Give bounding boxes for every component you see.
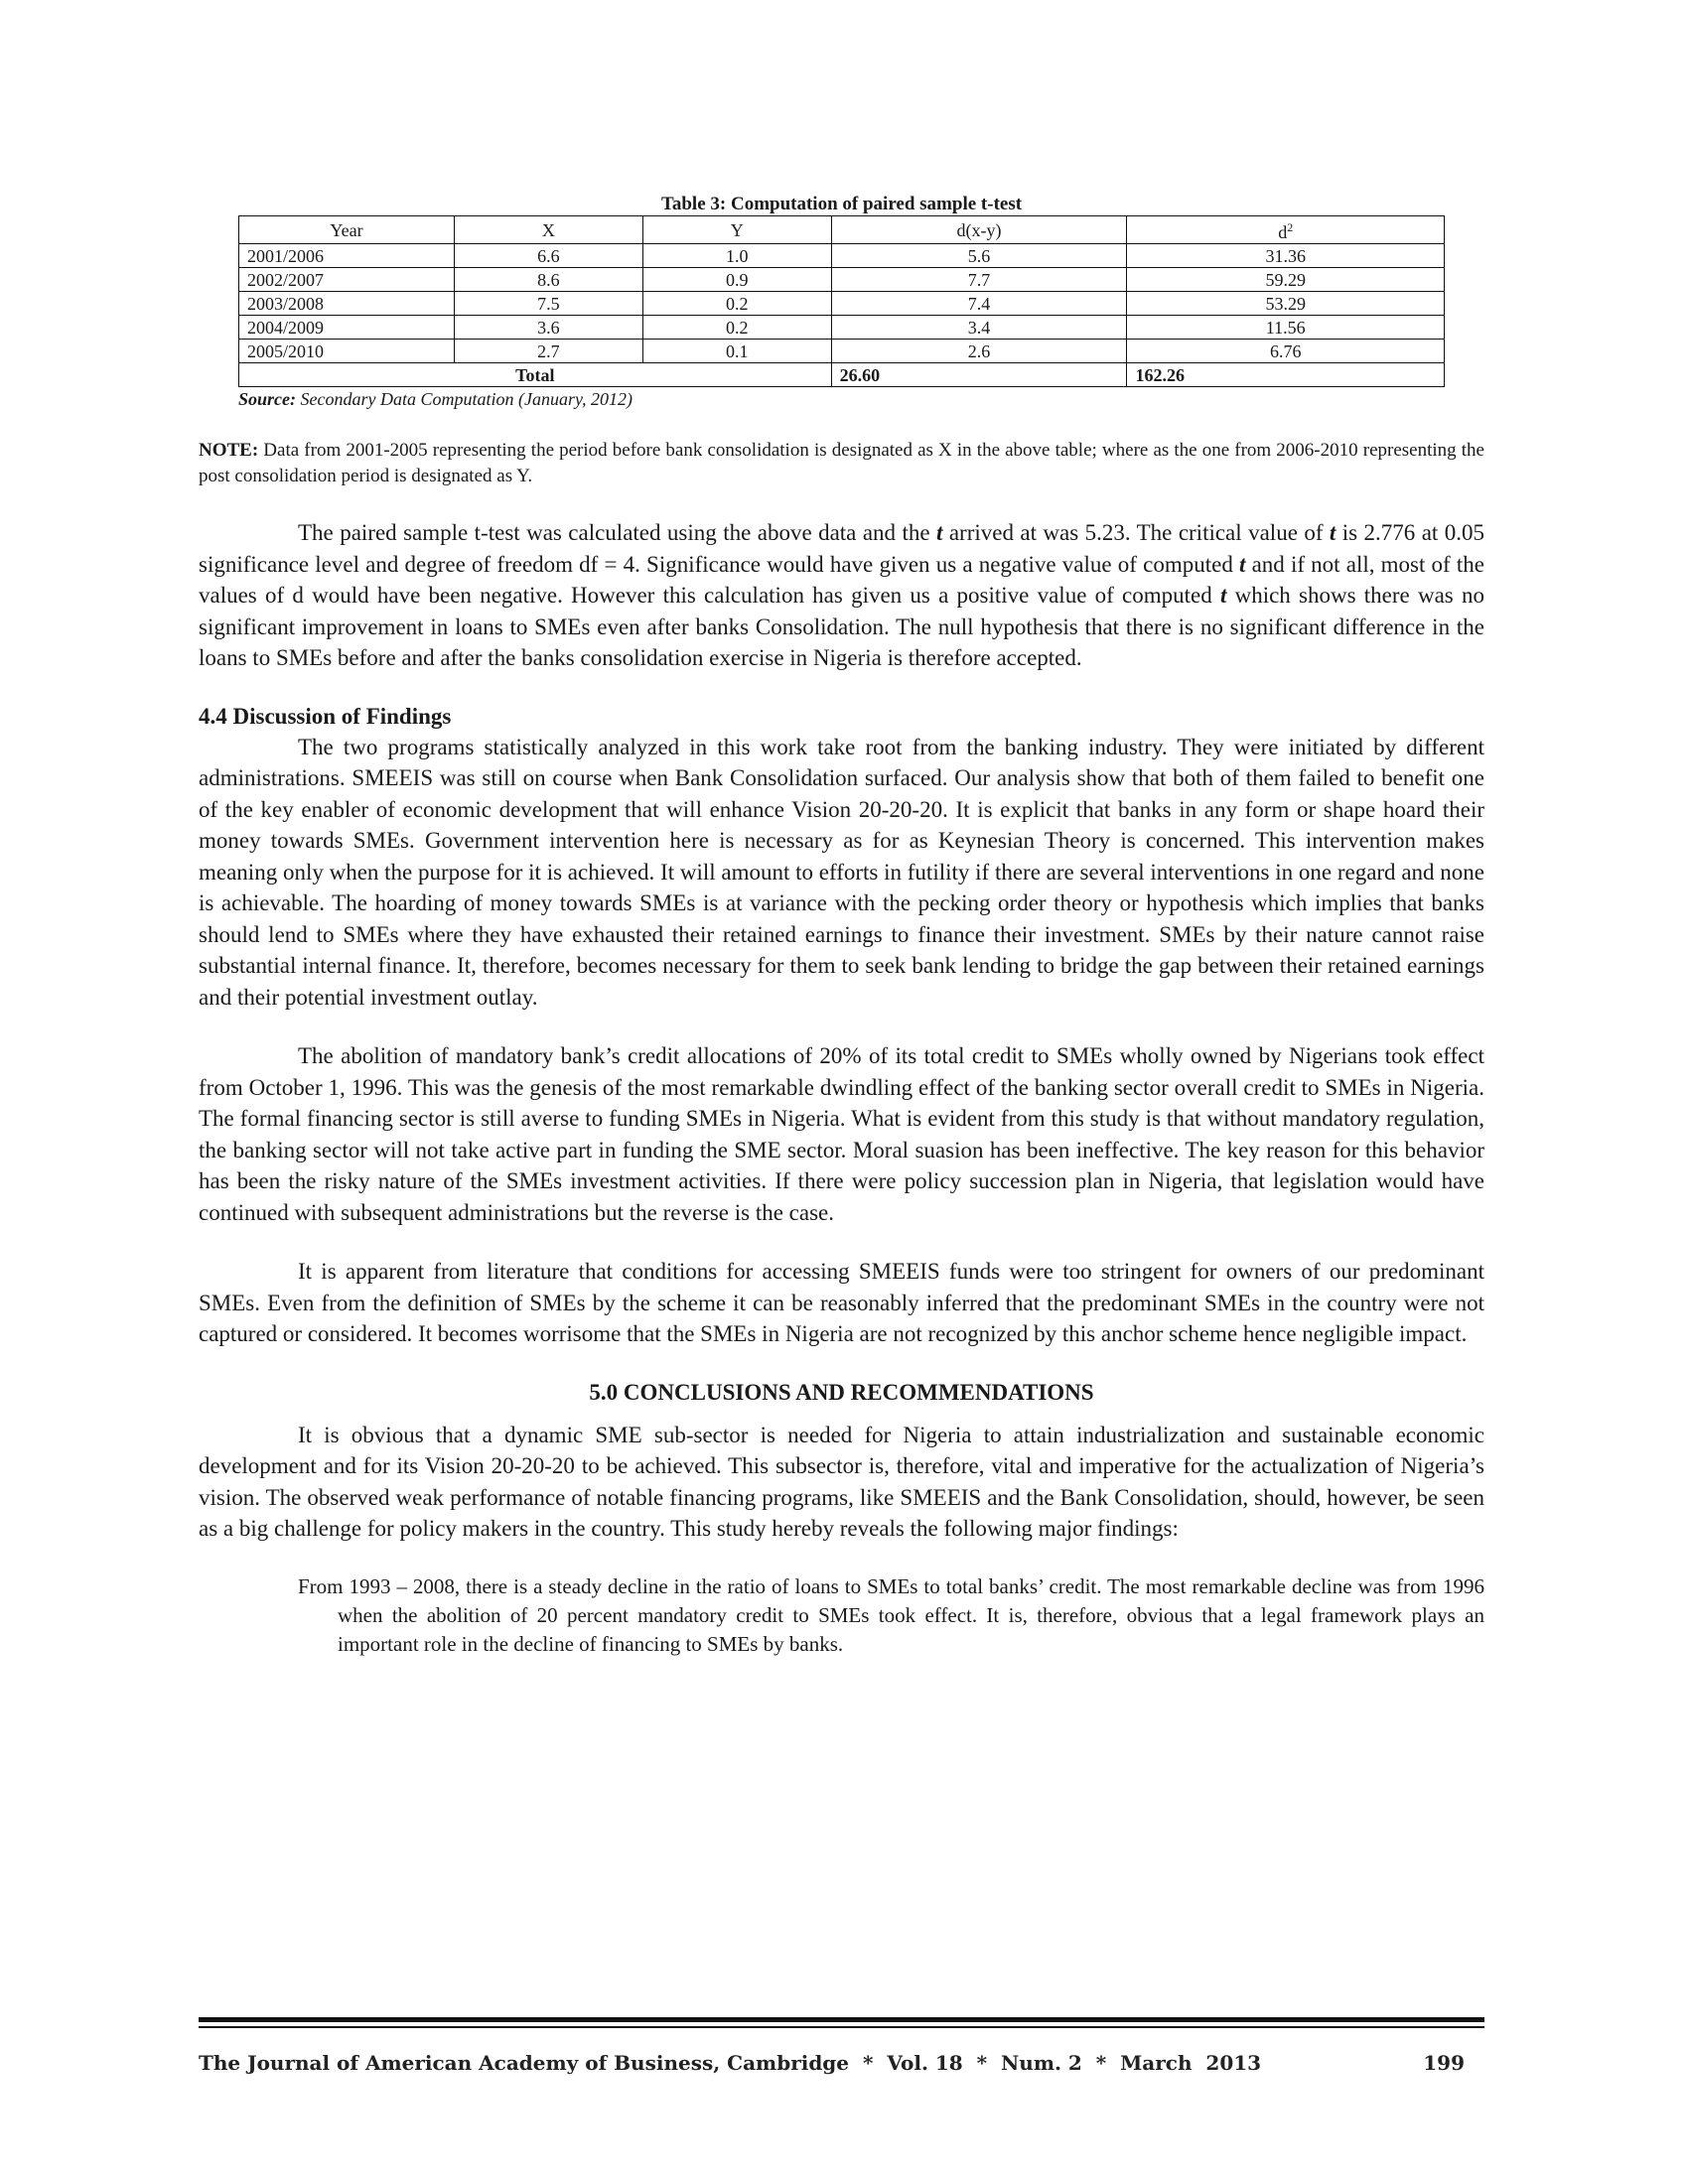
cell-y: 0.9 xyxy=(642,268,831,292)
d2-exponent: 2 xyxy=(1287,220,1294,234)
cell-year: 2004/2009 xyxy=(239,316,455,340)
cell-year: 2002/2007 xyxy=(239,268,455,292)
total-d: 26.60 xyxy=(831,363,1127,387)
discussion-paragraph-3: It is apparent from literature that conditions for accessing SMEEIS funds were too stringent for owners of our predominant SMEs. Even from the definition of SMEs by the scheme it can be reasonably inferred that the predominant SMEs in the country were not captured or considered. It becomes worrisome that the SMEs in Nigeria are not recognized by this anchor scheme hence negligible impact. xyxy=(199,1259,1484,1346)
table-source xyxy=(238,389,1484,410)
cell-year: 2001/2006 xyxy=(239,244,455,268)
cell-d: 5.6 xyxy=(831,244,1127,268)
cell-d: 2.6 xyxy=(831,340,1127,363)
table-note xyxy=(199,438,1484,489)
col-header-d2 xyxy=(1127,216,1445,244)
cell-year: 2003/2008 xyxy=(239,292,455,316)
cell-x: 6.6 xyxy=(455,244,643,268)
table-row xyxy=(239,244,1445,268)
cell-year: 2005/2010 xyxy=(239,340,455,363)
table-total-row xyxy=(239,363,1445,387)
col-header-year: Year xyxy=(239,216,455,244)
page-content xyxy=(199,194,1484,1659)
journal-citation: The Journal of American Academy of Business, Cambridge * Vol. 18 * Num. 2 * March 2013 xyxy=(199,2051,1262,2075)
t-test-paragraph xyxy=(199,517,1484,674)
cell-d: 3.4 xyxy=(831,316,1127,340)
conclusions-paragraph: It is obvious that a dynamic SME sub-sector is needed for Nigeria to attain industrialization and sustainable economic development and for its Vision 20-20-20 to be achieved. This subsector is, therefore, vital and imperative for the actualization of Nigeria’s vision. The observed weak performance of notable financing programs, like SMEEIS and the Bank Consolidation, should, however, be seen as a big challenge for policy makers in the country. This study hereby reveals the following major findings: xyxy=(199,1422,1484,1541)
discussion-paragraph-2: The abolition of mandatory bank’s credit allocations of 20% of its total credit to SMEs wholly owned by Nigerians took effect from October 1, 1996. This was the genesis of the most remarkable dwindling effect of the banking sector overall credit to SMEs in Nigeria. The formal financing sector is still averse to funding SMEs in Nigeria. What is evident from this study is that without mandatory regulation, the banking sector will not take active part in funding the SME sector. Moral suasion has been ineffective. The key reason for this behavior has been the risky nature of the SMEs investment activities. If there were policy succession plan in Nigeria, that legislation would have continued with subsequent administrations but the reverse is the case. xyxy=(199,1043,1484,1225)
t-symbol: t xyxy=(1329,520,1336,545)
cell-x: 3.6 xyxy=(455,316,643,340)
cell-d2: 59.29 xyxy=(1127,268,1445,292)
source-label: Source: xyxy=(238,389,296,409)
note-label: NOTE: xyxy=(199,440,259,461)
section-heading-5-0: 5.0 CONCLUSIONS AND RECOMMENDATIONS xyxy=(589,1379,1094,1405)
discussion-paragraph-1: The two programs statistically analyzed in this work take root from the banking industry. They were initiated by different administrations. SMEEIS was still on course when Bank Consolidation surfaced. Our analysis show that both of them failed to benefit one of the key enabler of economic development that will enhance Vision 20-20-20. It is explicit that banks in any form or shape hoard their money towards SMEs. Government intervention here is necessary as for as Keynesian Theory is concerned. This intervention makes meaning only when the purpose for it is achieved. It will amount to efforts in futility if there are several interventions in one regard and none is achievable. The hoarding of money towards SMEs is at variance with the pecking order theory or hypothesis which implies that banks should lend to SMEs where they have exhausted their retained earnings to finance their investment. SMEs by their nature cannot raise substantial internal finance. It, therefore, becomes necessary for them to seek bank lending to bridge the gap between their retained earnings and their potential investment outlay. xyxy=(199,734,1484,1010)
table-row xyxy=(239,268,1445,292)
text-run: which shows there was no significant improvement in loans to SMEs even after banks Consolidation. The null hypothesis that there is no significant difference in the loans to SMEs before and after the banks consolidation exercise in Nigeria is therefore accepted. xyxy=(199,583,1484,670)
cell-x: 8.6 xyxy=(455,268,643,292)
text-run: is 2.776 at 0.05 significance level and degree of freedom df = 4. Significance would have given us a negative value of computed xyxy=(199,520,1484,577)
cell-d2: 11.56 xyxy=(1127,316,1445,340)
cell-d2: 53.29 xyxy=(1127,292,1445,316)
total-label: Total xyxy=(239,363,832,387)
cell-y: 0.1 xyxy=(642,340,831,363)
page-footer xyxy=(199,2051,1484,2075)
col-header-d: d(x-y) xyxy=(831,216,1127,244)
table-header-row xyxy=(239,216,1445,244)
table-row xyxy=(239,340,1445,363)
page-number: 199 xyxy=(1423,2051,1465,2075)
table-title: Table 3: Computation of paired sample t-test xyxy=(660,194,1023,214)
text-run: The paired sample t-test was calculated using the above data and the xyxy=(298,520,936,545)
cell-d2: 6.76 xyxy=(1127,340,1445,363)
table-row xyxy=(239,292,1445,316)
footer-rule-thin xyxy=(199,2026,1484,2028)
cell-x: 2.7 xyxy=(455,340,643,363)
cell-d2: 31.36 xyxy=(1127,244,1445,268)
text-run: arrived at was 5.23. The critical value of xyxy=(942,520,1330,545)
cell-y: 0.2 xyxy=(642,292,831,316)
cell-y: 0.2 xyxy=(642,316,831,340)
text-run: and if not all, most of the values of d would have been negative. However this calculation has given us a positive value of computed xyxy=(199,551,1484,608)
footer-rule-thick xyxy=(199,2017,1484,2022)
t-symbol: t xyxy=(1239,551,1246,577)
cell-d: 7.7 xyxy=(831,268,1127,292)
d2-base: d xyxy=(1278,222,1288,242)
table-row xyxy=(239,316,1445,340)
t-symbol: t xyxy=(936,520,943,545)
note-text: Data from 2001-2005 representing the period before bank consolidation is designated as X in the above table; where as the one from 2006-2010 representing the post consolidation period is designated as Y. xyxy=(199,440,1484,486)
source-text: Secondary Data Computation (January, 2012) xyxy=(296,389,633,409)
total-d2: 162.26 xyxy=(1127,363,1445,387)
finding-item-1: From 1993 – 2008, there is a steady decline in the ratio of loans to SMEs to total banks’ credit. The most remarkable decline was from 1996 when the abolition of 20 percent mandatory credit to SMEs took effect. It is, therefore, obvious that a legal framework plays an important role in the decline of financing to SMEs by banks. xyxy=(298,1573,1484,1656)
t-test-table xyxy=(238,215,1445,387)
cell-x: 7.5 xyxy=(455,292,643,316)
t-symbol: t xyxy=(1219,583,1227,608)
col-header-x: X xyxy=(455,216,643,244)
cell-y: 1.0 xyxy=(642,244,831,268)
col-header-y: Y xyxy=(642,216,831,244)
cell-d: 7.4 xyxy=(831,292,1127,316)
section-heading-4-4: 4.4 Discussion of Findings xyxy=(199,703,452,729)
